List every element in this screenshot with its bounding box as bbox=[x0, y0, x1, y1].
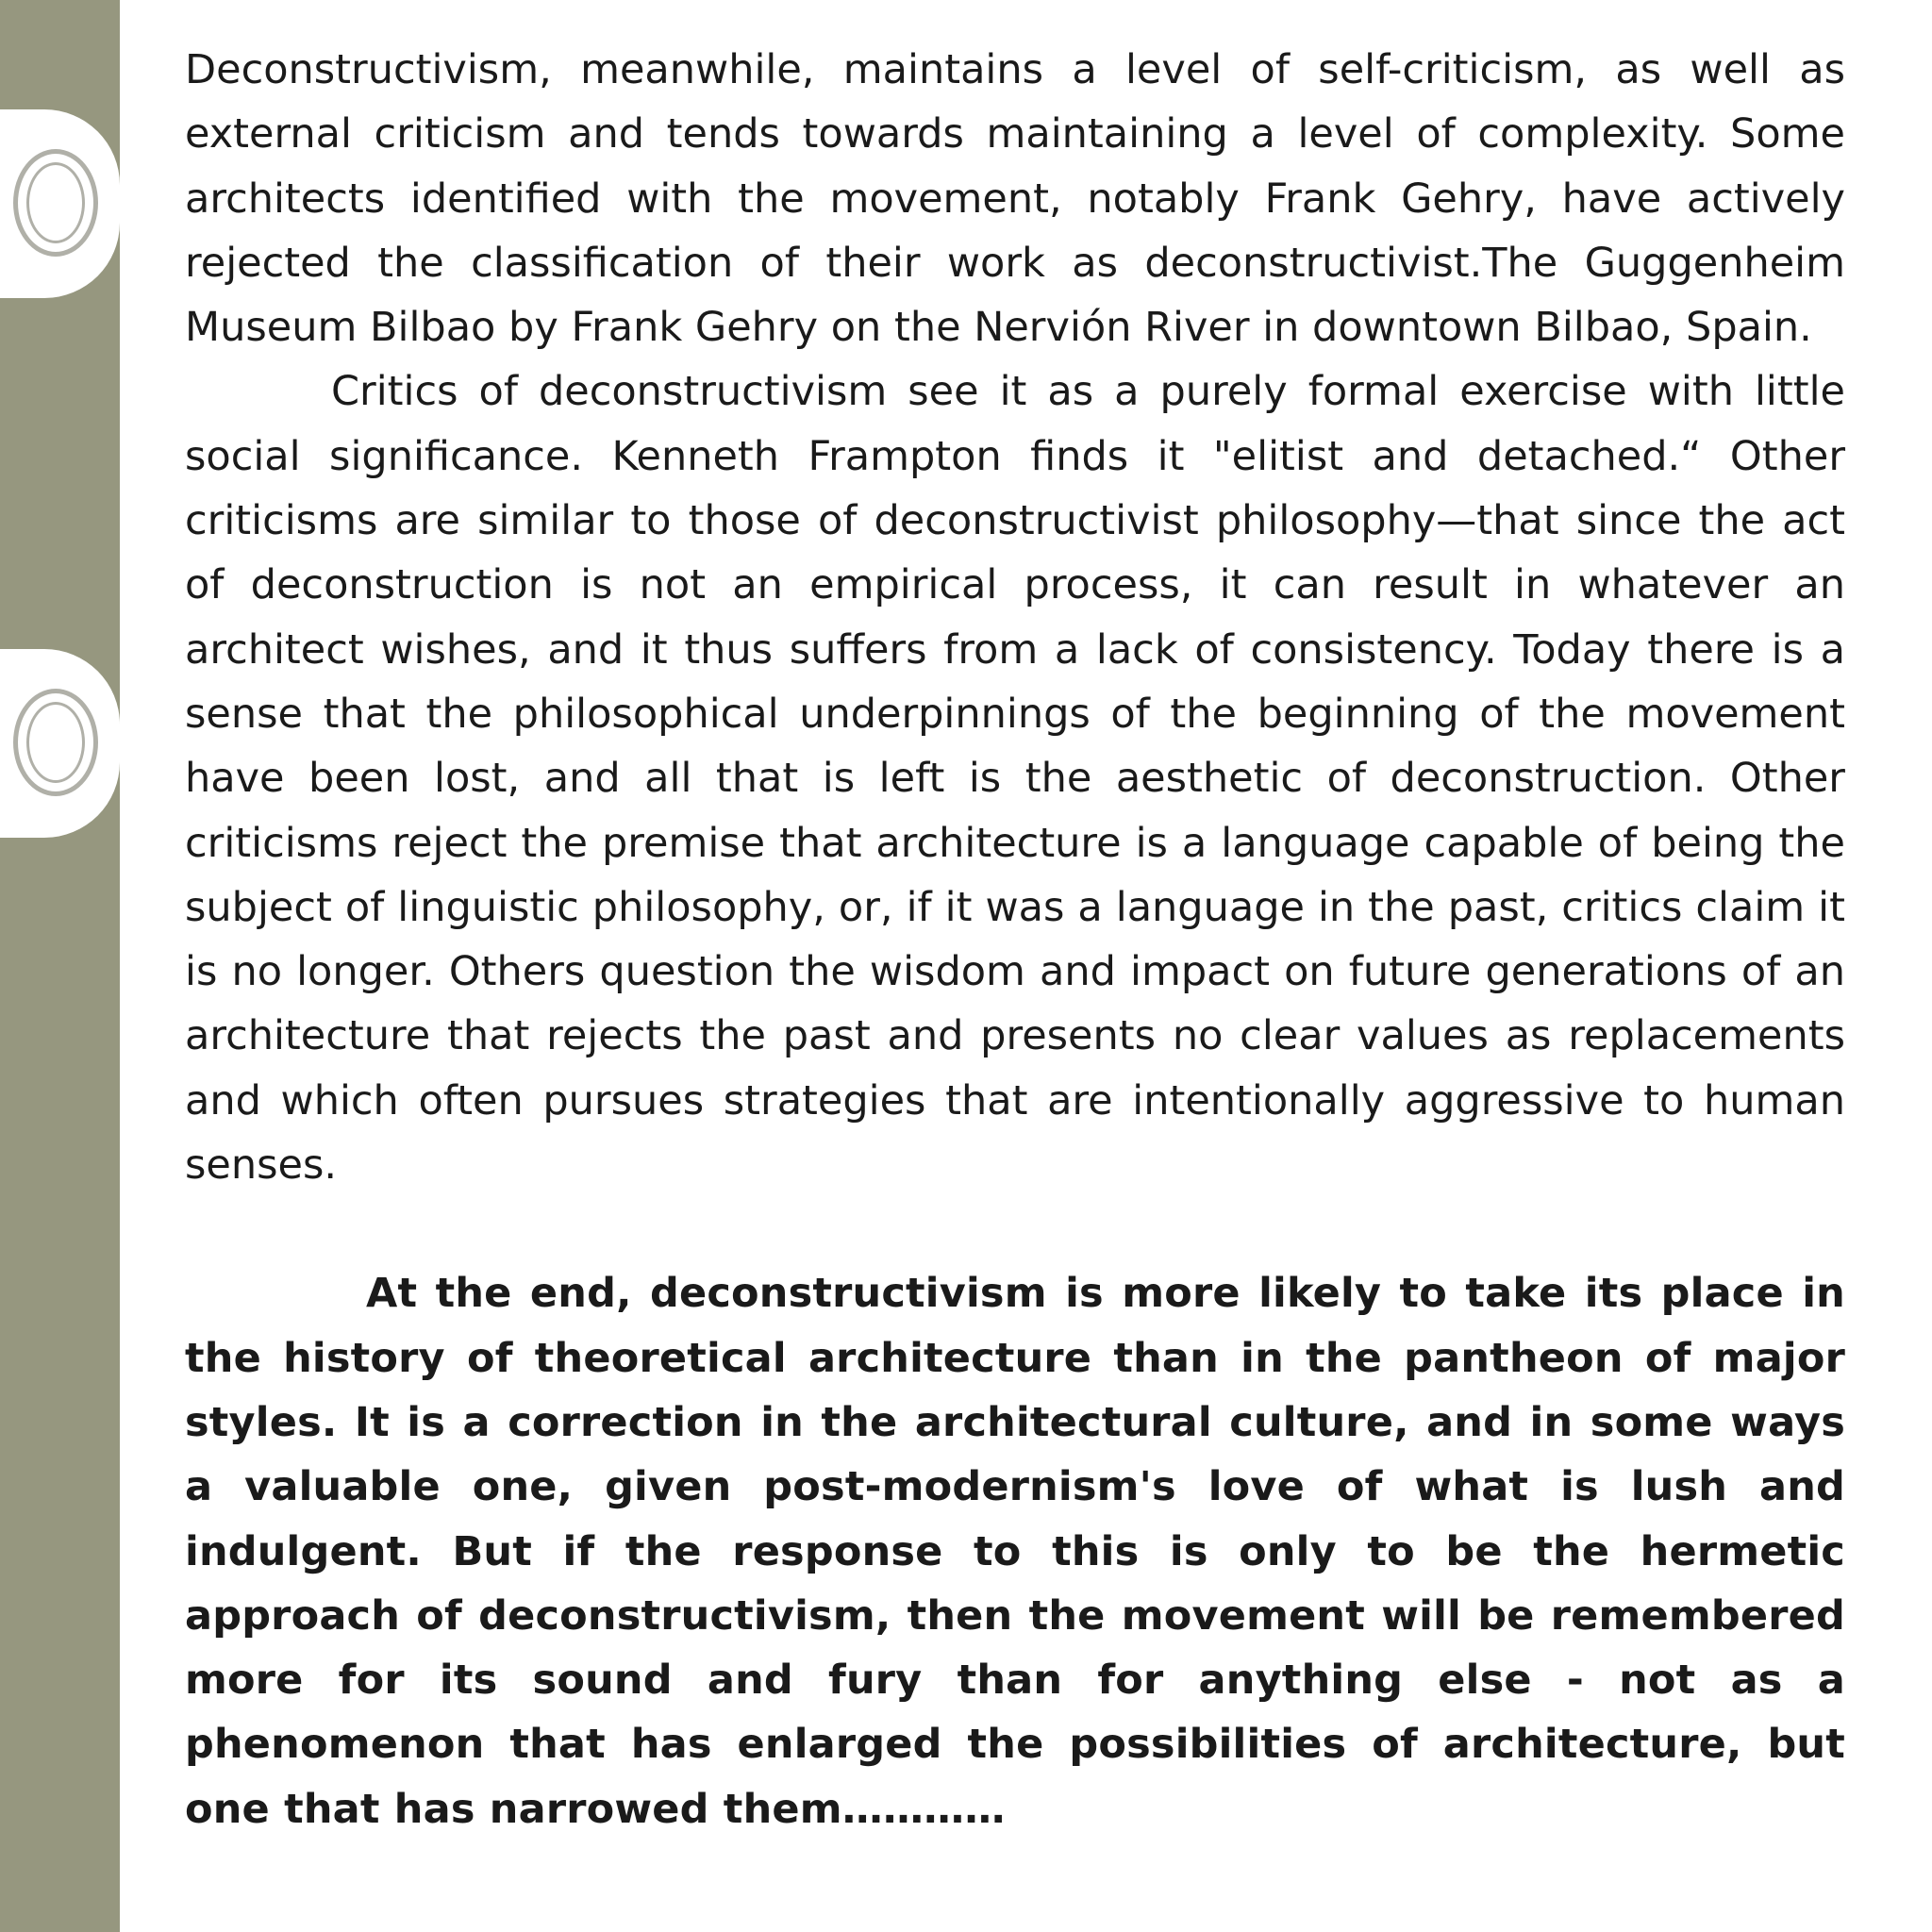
paragraph-critics: Critics of deconstructivism see it as a purely formal exercise with little social significance. Kenneth Frampton finds it "elitist and detached.“ Other criticisms are similar to those of deconstructivist philosophy—that since the act of deconstruction is not an empirical process, it can result in whatever an architect wishes, and it thus suffers from a lack of consistency. Today there is a sense that the philosophical underpinnings of the beginning of the movement have been lost, and all that is left is the aesthetic of deconstruction. Other criticisms reject the premise that architecture is a language capable of being the subject of linguistic philosophy, or, if it was a language in the past, critics claim it is no longer. Others question the wisdom and impact on future generations of an architecture that rejects the past and presents no clear values as replacements and which often pursues strategies that are intentionally aggressive to human senses. bbox=[185, 368, 1845, 1190]
ring-tab-bottom bbox=[0, 649, 120, 838]
decorative-side-bar bbox=[0, 0, 120, 1932]
binder-ring-icon bbox=[13, 689, 98, 796]
binder-ring-inner bbox=[26, 162, 85, 243]
body-text bbox=[185, 38, 1845, 1841]
ring-tab-top bbox=[0, 109, 120, 298]
paragraph-conclusion: At the end, deconstructivism is more likely to take its place in the history of theoretical architecture than in the pantheon of major styles. It is a correction in the architectural culture, and in some ways a valuable one, given post-modernism's love of what is lush and indulgent. But if the response to this is only to be the hermetic approach of deconstructivism, then the movement will be remembered more for its sound and fury than for anything else - not as a phenomenon that has enlarged the possibilities of architecture, but one that has narrowed them………… bbox=[185, 1270, 1845, 1833]
binder-ring-icon bbox=[13, 149, 98, 257]
paragraph-intro: Deconstructivism, meanwhile, maintains a level of self-criticism, as well as external criticism and tends towards maintaining a level of complexity. Some architects identified with the movement, notably Frank Gehry, have actively rejected the classification of their work as deconstructivist.The Guggenheim Museum Bilbao by Frank Gehry on the Nervión River in downtown Bilbao, Spain. bbox=[185, 46, 1845, 352]
binder-ring-inner bbox=[26, 702, 85, 783]
